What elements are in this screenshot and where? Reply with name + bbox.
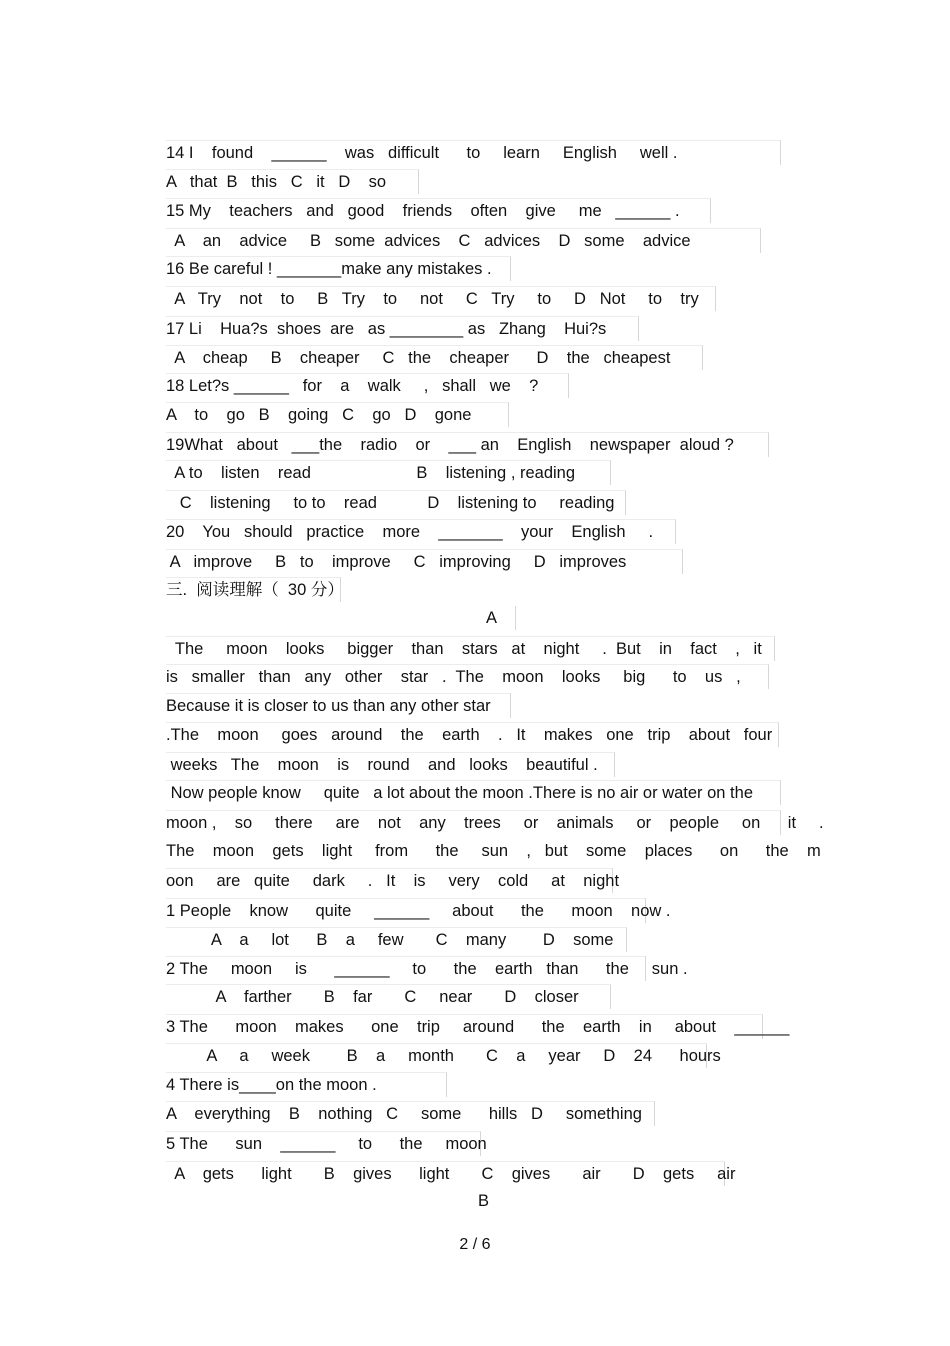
reading-question-2-options: A farther B far C near D closer bbox=[166, 984, 611, 1009]
passage-a-label: A bbox=[486, 606, 516, 630]
passage-b-label: B bbox=[478, 1192, 490, 1210]
question-17-options: A cheap B cheaper C the cheaper D the cheapest bbox=[166, 345, 703, 370]
passage-a-line-8: The moon gets light from the sun , but some places on the m bbox=[166, 842, 821, 860]
section-3-heading: 三. 阅读理解（ 30 分） bbox=[166, 577, 341, 602]
passage-a-line-3: Because it is closer to us than any other star bbox=[166, 693, 511, 718]
question-17-stem: 17 Li Hua?s shoes are as ________ as Zhang Hui?s bbox=[166, 316, 639, 341]
reading-question-5-stem: 5 The sun ______ to the moon bbox=[166, 1131, 481, 1156]
reading-question-1-options: A a lot B a few C many D some bbox=[166, 927, 627, 952]
passage-a-line-6: Now people know quite a lot about the moon .There is no air or water on the bbox=[166, 780, 781, 805]
passage-a-line-7: moon , so there are not any trees or animals or people on it . bbox=[166, 810, 781, 835]
reading-question-3-stem: 3 The moon makes one trip around the earth in about ______ bbox=[166, 1014, 763, 1039]
question-19-options-cd: C listening to to read D listening to reading bbox=[166, 490, 626, 515]
question-20-stem: 20 You should practice more _______ your English . bbox=[166, 519, 676, 544]
reading-question-4-options: A everything B nothing C some hills D something bbox=[166, 1101, 655, 1126]
passage-a-line-1: The moon looks bigger than stars at night . But in fact , it bbox=[166, 636, 775, 661]
reading-question-3-options: A a week B a month C a year D 24 hours bbox=[166, 1043, 707, 1068]
question-19-stem: 19What about ___the radio or ___ an English newspaper aloud ? bbox=[166, 432, 769, 457]
passage-a-line-4: .The moon goes around the earth . It makes one trip about four bbox=[166, 722, 779, 747]
question-19-options-ab: A to listen read B listening , reading bbox=[166, 460, 611, 485]
question-14-options: A that B this C it D so bbox=[166, 169, 419, 194]
question-16-options: A Try not to B Try to not C Try to D Not to try bbox=[166, 286, 716, 311]
page-number: 2 / 6 bbox=[459, 1236, 491, 1253]
question-15-options: A an advice B some advices C advices D some advice bbox=[166, 228, 761, 253]
reading-question-1-stem: 1 People know quite ______ about the moon now . bbox=[166, 898, 646, 923]
question-14-stem: 14 I found ______ was difficult to learn English well . bbox=[166, 140, 781, 165]
reading-question-2-stem: 2 The moon is ______ to the earth than the sun . bbox=[166, 956, 646, 981]
reading-question-4-stem: 4 There is____on the moon . bbox=[166, 1072, 447, 1097]
question-18-stem: 18 Let?s ______ for a walk , shall we ? bbox=[166, 373, 569, 398]
passage-a-line-9: oon are quite dark . It is very cold at night bbox=[166, 868, 613, 893]
question-16-stem: 16 Be careful ! _______make any mistakes . bbox=[166, 256, 511, 281]
passage-a-line-5: weeks The moon is round and looks beautiful . bbox=[166, 752, 615, 777]
passage-a-line-2: is smaller than any other star . The moon looks big to us , bbox=[166, 664, 769, 689]
question-15-stem: 15 My teachers and good friends often give me ______ . bbox=[166, 198, 711, 223]
reading-question-5-options: A gets light B gives light C gives air D gets air bbox=[166, 1161, 725, 1186]
question-20-options: A improve B to improve C improving D improves bbox=[166, 549, 683, 574]
question-18-options: A to go B going C go D gone bbox=[166, 402, 509, 427]
